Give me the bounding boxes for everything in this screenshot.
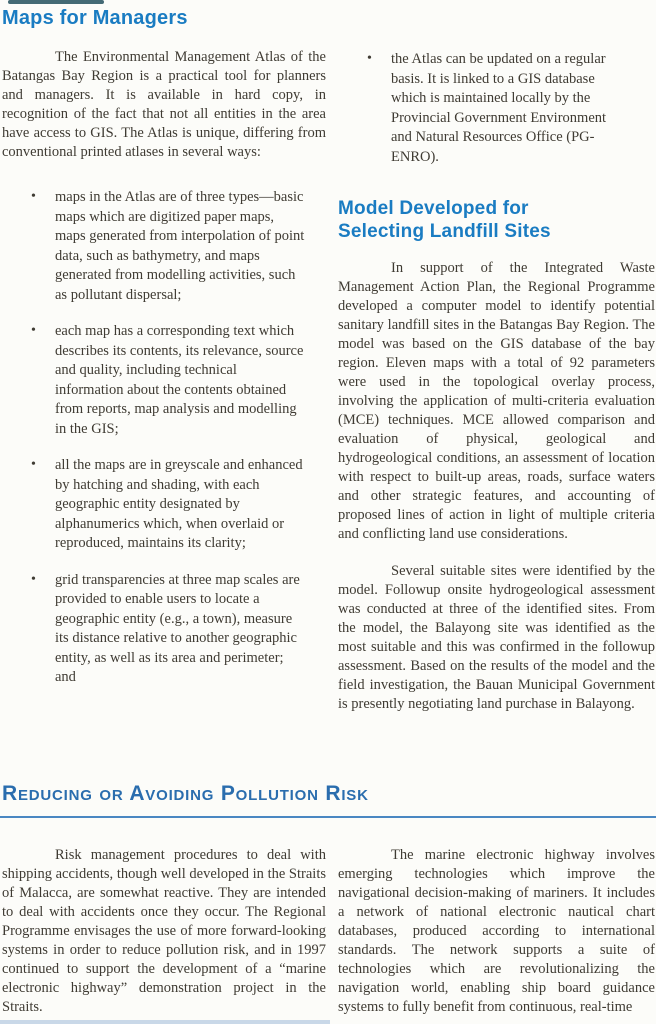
column-bottom-right [338, 846, 655, 1017]
bullet-text: grid transparencies at three map scales are provided to enable users to locate a geographic entity (e.g., a town), measure its distance relative to another geographic entity, as well as its area and perimeter; and [55, 571, 300, 685]
bullet-marker: • [31, 571, 36, 587]
risk-management-paragraph: Risk management procedures to deal with shipping accidents, though well developed in the Straits of Malacca, are somewhat reactive. They are intended to deal with accidents once they occur. The Regional Programme envisages the use of more forward-looking systems in order to reduce pollution risk, and in 1997 continued to support the development of a “marine electronic highway” demonstration project in the Straits. [2, 847, 326, 1015]
landfill-model-paragraph-2: Several suitable sites were identified by the model. Followup onsite hydrogeological assessment was conducted at three of the identified sites. From the model, the Balayong site was identified as the most suitable and this was confirmed in the followup assessment. Based on the results of the model and the field investigation, the Bauan Municipal Government is presently negotiating land purchase in Balayong. [338, 563, 655, 712]
bullet-text: all the maps are in greyscale and enhanced by hatching and shading, with each geographic entity designated by alphanumerics which, when overlaid or reproduced, maintains its clarity; [55, 457, 303, 551]
bullet-marker: • [367, 51, 372, 66]
column-top-left [2, 6, 326, 688]
bullet-item-map-text [2, 322, 326, 439]
section-heading-pollution-risk: Reducing or Avoiding Pollution Risk [2, 782, 369, 805]
column-bottom-left [2, 846, 326, 1017]
atlas-intro-paragraph: The Environmental Management Atlas of the Batangas Bay Region is a practical tool for planners and managers. It is available in hard copy, in recognition of the fact that not all entities in the area have access to GIS. The Atlas is unique, differing from conventional printed atlases in several ways: [2, 49, 326, 160]
section-rule [0, 816, 656, 818]
bullet-marker: • [31, 189, 36, 204]
bullet-text: the Atlas can be updated on a regular basis. It is linked to a GIS database which is maintained locally by the Provincial Government Environment and Natural Resources Office (PG-ENRO). [391, 51, 607, 165]
marine-highway-paragraph: The marine electronic highway involves emerging technologies which improve the navigational decision-making of mariners. It includes a network of national electronic nautical chart databases, produced according to international standards. The network supports a suite of technologies which are revolutionalizing the navigation world, enabling ship board guidance systems to fully benefit from continuous, real-time [338, 847, 655, 1015]
column-top-right [338, 50, 655, 714]
cropped-text-artifact-top [8, 0, 104, 4]
heading-maps-for-managers: Maps for Managers [2, 7, 188, 29]
cropped-element-artifact-bottom [0, 1020, 330, 1024]
atlas-update-bullet-list [338, 50, 655, 167]
bullet-item-greyscale [2, 456, 326, 554]
bullet-item-atlas-update [338, 50, 655, 167]
heading-landfill-model-line2: Selecting Landfill Sites [338, 221, 551, 242]
section-pollution-risk [0, 783, 656, 818]
bullet-item-grid-transparencies [2, 571, 326, 688]
landfill-model-paragraph-1: In support of the Integrated Waste Management Action Plan, the Regional Programme developed a computer model to identify potential sanitary landfill sites in the Batangas Bay Region. The model was based on the GIS database of the bay region. Eleven maps with a total of 92 parameters were used in the topological overlay process, involving the application of multi-criteria evaluation (MCE) techniques. MCE allowed comparison and evaluation of physical, geological and hydrogeological conditions, an assessment of location with respect to built-up areas, roads, surface waters and other strategic features, and accounting of proposed lines of action in light of multiple criteria and conflicting land use considerations. [338, 260, 655, 542]
atlas-feature-bullet-list [2, 188, 326, 688]
heading-landfill-model-line1: Model Developed for [338, 198, 529, 219]
bullet-text: each map has a corresponding text which describes its contents, its relevance, source and quality, including technical information about the contents obtained from reports, map analysis and modelling in the GIS; [55, 323, 304, 437]
bullet-marker: • [31, 323, 36, 338]
heading-landfill-model [338, 197, 655, 243]
bullet-text: maps in the Atlas are of three types—basic maps which are digitized paper maps, maps generated from interpolation of point data, such as bathymetry, and maps generated from modelling activities, such as pollutant dispersal; [55, 189, 305, 303]
bullet-item-map-types [2, 188, 326, 305]
bullet-marker: • [31, 457, 36, 472]
